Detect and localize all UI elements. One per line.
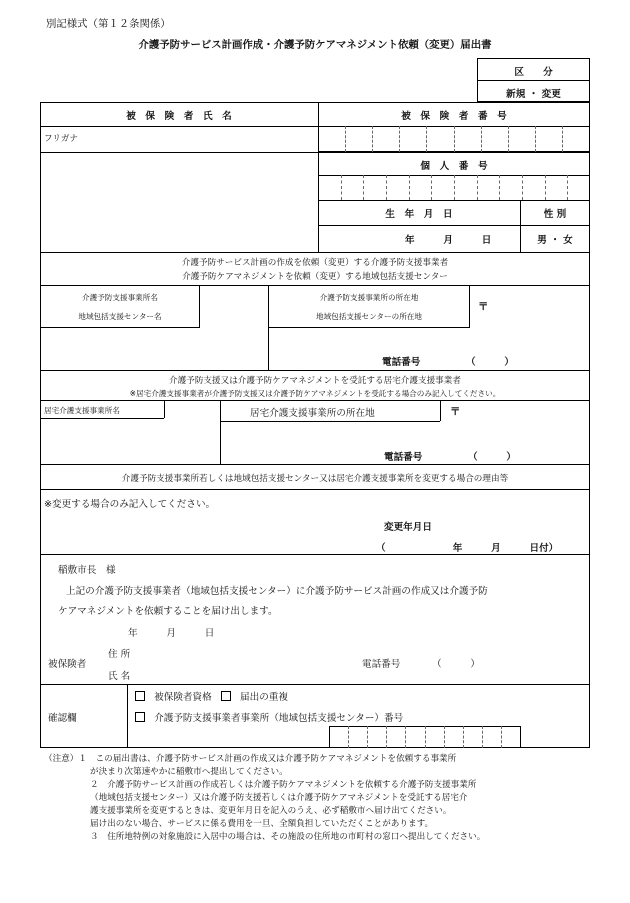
provider-heading-line1: 介護予防サービス計画の作成を依頼（変更）する介護予防支援事業者: [181, 258, 449, 268]
sex-heading: 性 別: [543, 209, 567, 220]
insured-name-field[interactable]: [40, 152, 318, 252]
provider-address-field[interactable]: [268, 328, 590, 370]
classification-value[interactable]: 新規 ・ 変更: [506, 89, 561, 100]
care-support-address-field[interactable]: [220, 422, 590, 464]
note-2-line-4: 届け出のない場合、サービスに係る費用を一旦、全額負担していただくことがあります。: [90, 819, 434, 829]
form-reference: 別記様式（第１２条関係）: [46, 18, 171, 30]
addressee: 稲敷市長 様: [58, 565, 116, 576]
care-support-postal-mark: 〒: [450, 406, 461, 418]
declaration-text-line1: 上記の介護予防支援事業者（地域包括支援センター）に介護予防サービス計画の作成又は介護予防: [66, 586, 488, 597]
declaration-date-field[interactable]: 年 月 日: [128, 628, 215, 639]
notes: [44, 753, 485, 844]
care-support-address-label: 居宅介護支援事業所の所在地: [250, 408, 375, 419]
checkbox-icon[interactable]: [135, 691, 145, 701]
insured-number-heading: 被 保 険 者 番 号: [401, 111, 507, 122]
confirmation-item1[interactable]: [135, 689, 288, 703]
change-reason-heading: 介護予防支援事業所若しくは地域包括支援センター又は居宅介護支援事業所を変更する場合の理由等: [121, 474, 509, 484]
confirmation-item3[interactable]: [135, 710, 403, 724]
declarant-name-label: 氏 名: [108, 671, 131, 682]
confirmation-label: 確認欄: [48, 713, 77, 724]
declarant-phone-label: 電話番号: [362, 659, 401, 670]
care-support-phone-label: 電話番号: [384, 452, 423, 463]
provider-heading-line2: 介護予防ケアマネジメントを依頼（変更）する地域包括支援センター: [182, 272, 448, 282]
note-2-line-3: 護支援事業所を変更するときは、変更年月日を記入のうえ、必ず稲敷市へ届け出てください。: [90, 806, 452, 816]
care-support-name-label: 居宅介護支援事業所名: [44, 406, 120, 415]
care-support-phone-field[interactable]: （ ）: [468, 452, 516, 463]
confirmation-item1-label: 被保険者資格: [154, 692, 212, 703]
provider-name-field[interactable]: [40, 328, 268, 370]
provider-postal-mark: 〒: [478, 301, 489, 313]
declarant-name-field[interactable]: [146, 664, 356, 684]
personal-number-field[interactable]: [318, 175, 590, 200]
furigana-label: フリガナ: [44, 134, 78, 144]
birth-date-heading: 生 年 月 日: [385, 209, 453, 220]
provider-phone-label: 電話番号: [382, 357, 421, 368]
note-2-line-2: （地域包括支援センター）又は介護予防支援若しくは介護予防ケアマネジメントを受託する居宅介: [90, 793, 468, 803]
checkbox-icon[interactable]: [221, 691, 231, 701]
change-reason-field[interactable]: [40, 509, 370, 554]
declaration-text-line2: ケアマネジメントを依頼することを届け出します。: [58, 606, 278, 617]
declarant-phone-field[interactable]: （ ）: [432, 659, 480, 670]
sex-field[interactable]: 男 ・ 女: [537, 235, 573, 246]
provider-address-label2: 地域包括支援センターの所在地: [315, 312, 422, 321]
declarant-label: 被保険者: [48, 659, 87, 670]
change-note: ※変更する場合のみ記入してください。: [44, 499, 216, 510]
provider-address-label1: 介護予防支援事業所の所在地: [319, 293, 419, 302]
provider-phone-field[interactable]: （ ）: [466, 357, 514, 368]
confirmation-item2-label: 届出の重複: [240, 692, 288, 703]
personal-number-heading: 個 人 番 号: [420, 161, 488, 172]
note-2-line-1: ２ 介護予防サービス計画の作成若しくは介護予防ケアマネジメントを依頼する介護予防支援事業所: [90, 780, 477, 790]
form-title: 介護予防サービス計画作成・介護予防ケアマネジメント依頼（変更）届出書: [138, 39, 492, 51]
provider-name-label2: 地域包括支援センター名: [78, 312, 162, 321]
classification-label: 区 分: [514, 67, 553, 78]
confirmation-item3-label: 介護予防支援事業者事業所（地域包括支援センター）番号: [154, 713, 404, 724]
note-3: ３ 住所地特例の対象施設に入居中の場合は、その施設の住所地の市町村の窓口へ提出してください。: [90, 832, 486, 842]
care-support-name-field[interactable]: [40, 420, 220, 464]
checkbox-icon[interactable]: [135, 712, 145, 722]
note-1-line-2: が決まり次第速やかに稲敷市へ提出してください。: [90, 767, 288, 777]
provider-name-label1: 介護予防支援事業所名: [82, 293, 158, 302]
birth-date-field[interactable]: 年 月 日: [405, 235, 492, 246]
declarant-address-field[interactable]: [146, 642, 356, 662]
note-1-line-1: （注意）１ この届出書は、介護予防サービス計画の作成又は介護予防ケアマネジメントを依頼する事業所: [44, 754, 457, 764]
insured-name-heading: 被 保 険 者 氏 名: [126, 111, 232, 122]
care-support-heading-line1: 介護予防支援又は介護予防ケアマネジメントを受託する居宅介護支援事業者: [169, 376, 461, 386]
change-date-field[interactable]: （ 年 月 日付）: [376, 543, 559, 554]
declarant-address-label: 住 所: [108, 649, 131, 660]
change-date-label: 変更年月日: [384, 522, 432, 533]
care-support-heading-line2: ※居宅介護支援事業者が介護予防支援又は介護予防ケアマネジメントを受託する場合のみ記入してください。: [129, 389, 501, 398]
